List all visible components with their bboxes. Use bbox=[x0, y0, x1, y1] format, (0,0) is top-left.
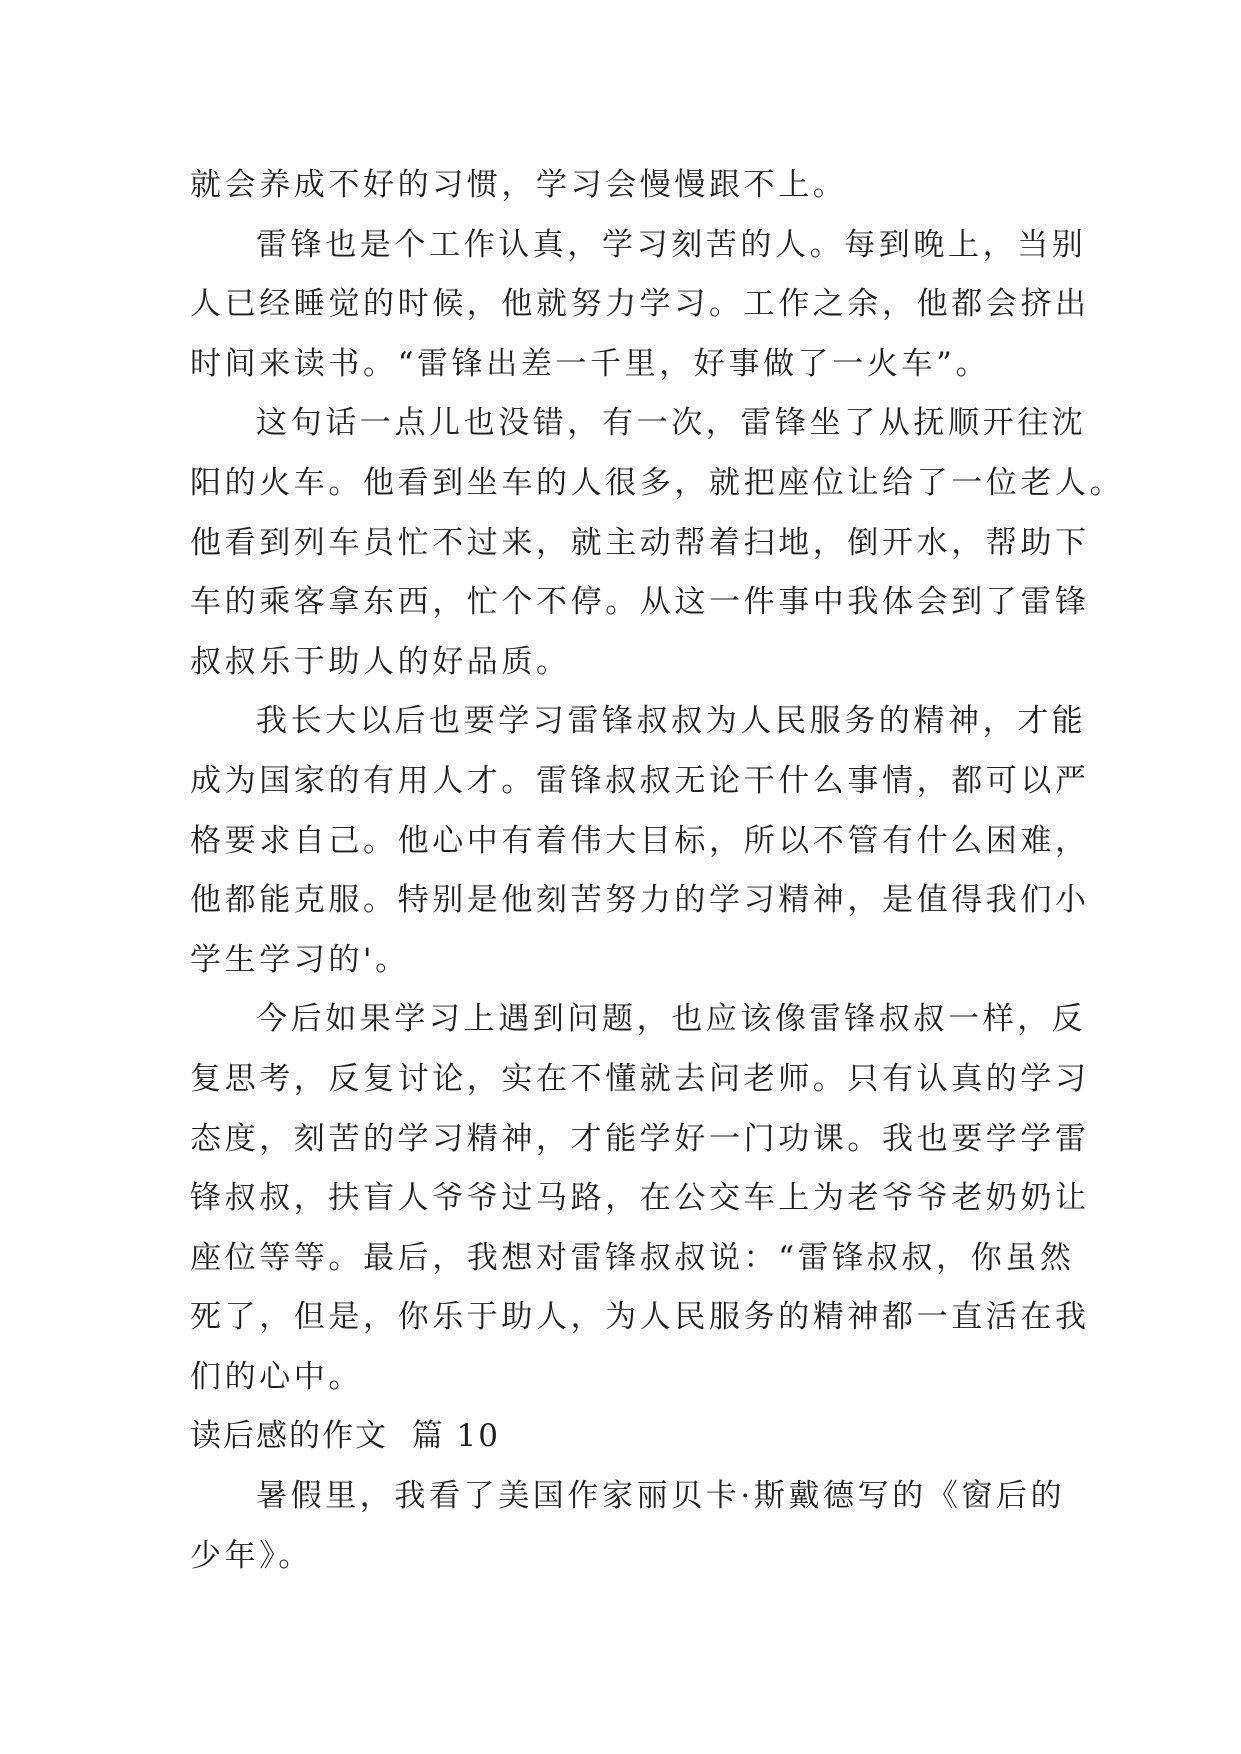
text-line: 这句话一点儿也没错，有一次，雷锋坐了从抚顺开往沈 bbox=[256, 405, 1087, 442]
text-line: 复思考，反复讨论，实在不懂就去问老师。只有认真的学习 bbox=[190, 1060, 1090, 1097]
body-text bbox=[190, 156, 1125, 1586]
text-line: 他看到列车员忙不过来，就主动帮着扫地，倒开水，帮助下 bbox=[190, 524, 1090, 561]
text-line: 成为国家的有用人才。雷锋叔叔无论干什么事情，都可以严 bbox=[190, 762, 1090, 799]
text-line: 就会养成不好的习惯，学习会慢慢跟不上。 bbox=[190, 167, 848, 203]
text-line: 雷锋也是个工作认真，学习刻苦的人。每到晚上，当别 bbox=[256, 226, 1087, 263]
text-line: 人已经睡觉的时候，他就努力学习。工作之余，他都会挤出 bbox=[190, 286, 1090, 323]
section-heading: 读后感的作文 篇 10 bbox=[190, 1418, 501, 1455]
text-line: 车的乘客拿东西，忙个不停。从这一件事中我体会到了雷锋 bbox=[190, 584, 1090, 621]
text-line: 我长大以后也要学习雷锋叔叔为人民服务的精神，才能 bbox=[256, 703, 1087, 740]
text-line: 他都能克服。特别是他刻苦努力的学习精神，是值得我们小 bbox=[190, 882, 1090, 919]
text-line: 今后如果学习上遇到问题，也应该像雷锋叔叔一样，反 bbox=[256, 1001, 1087, 1038]
text-line: 锋叔叔，扶盲人爷爷过马路，在公交车上为老爷爷老奶奶让 bbox=[190, 1180, 1090, 1217]
text-line: 暑假里，我看了美国作家丽贝卡·斯戴德写的《窗后的 bbox=[256, 1478, 1066, 1515]
text-line: 阳的火车。他看到坐车的人很多，就把座位让给了一位老人。 bbox=[190, 464, 1125, 501]
text-line: 时间来读书。“雷锋出差一千里，好事做了一火车”。 bbox=[190, 345, 991, 382]
text-line: 格要求自己。他心中有着伟大目标，所以不管有什么困难， bbox=[190, 822, 1090, 859]
text-line: 学生学习的'。 bbox=[190, 941, 410, 978]
text-line: 叔叔乐于助人的好品质。 bbox=[190, 643, 571, 680]
text-line: 们的心中。 bbox=[190, 1358, 363, 1395]
text-line: 座位等等。最后，我想对雷锋叔叔说：“雷锋叔叔，你虽然 bbox=[190, 1239, 1075, 1276]
text-line: 死了，但是，你乐于助人，为人民服务的精神都一直活在我 bbox=[190, 1299, 1090, 1336]
text-line: 少年》。 bbox=[190, 1537, 313, 1574]
text-line: 态度，刻苦的学习精神，才能学好一门功课。我也要学学雷 bbox=[190, 1120, 1090, 1157]
